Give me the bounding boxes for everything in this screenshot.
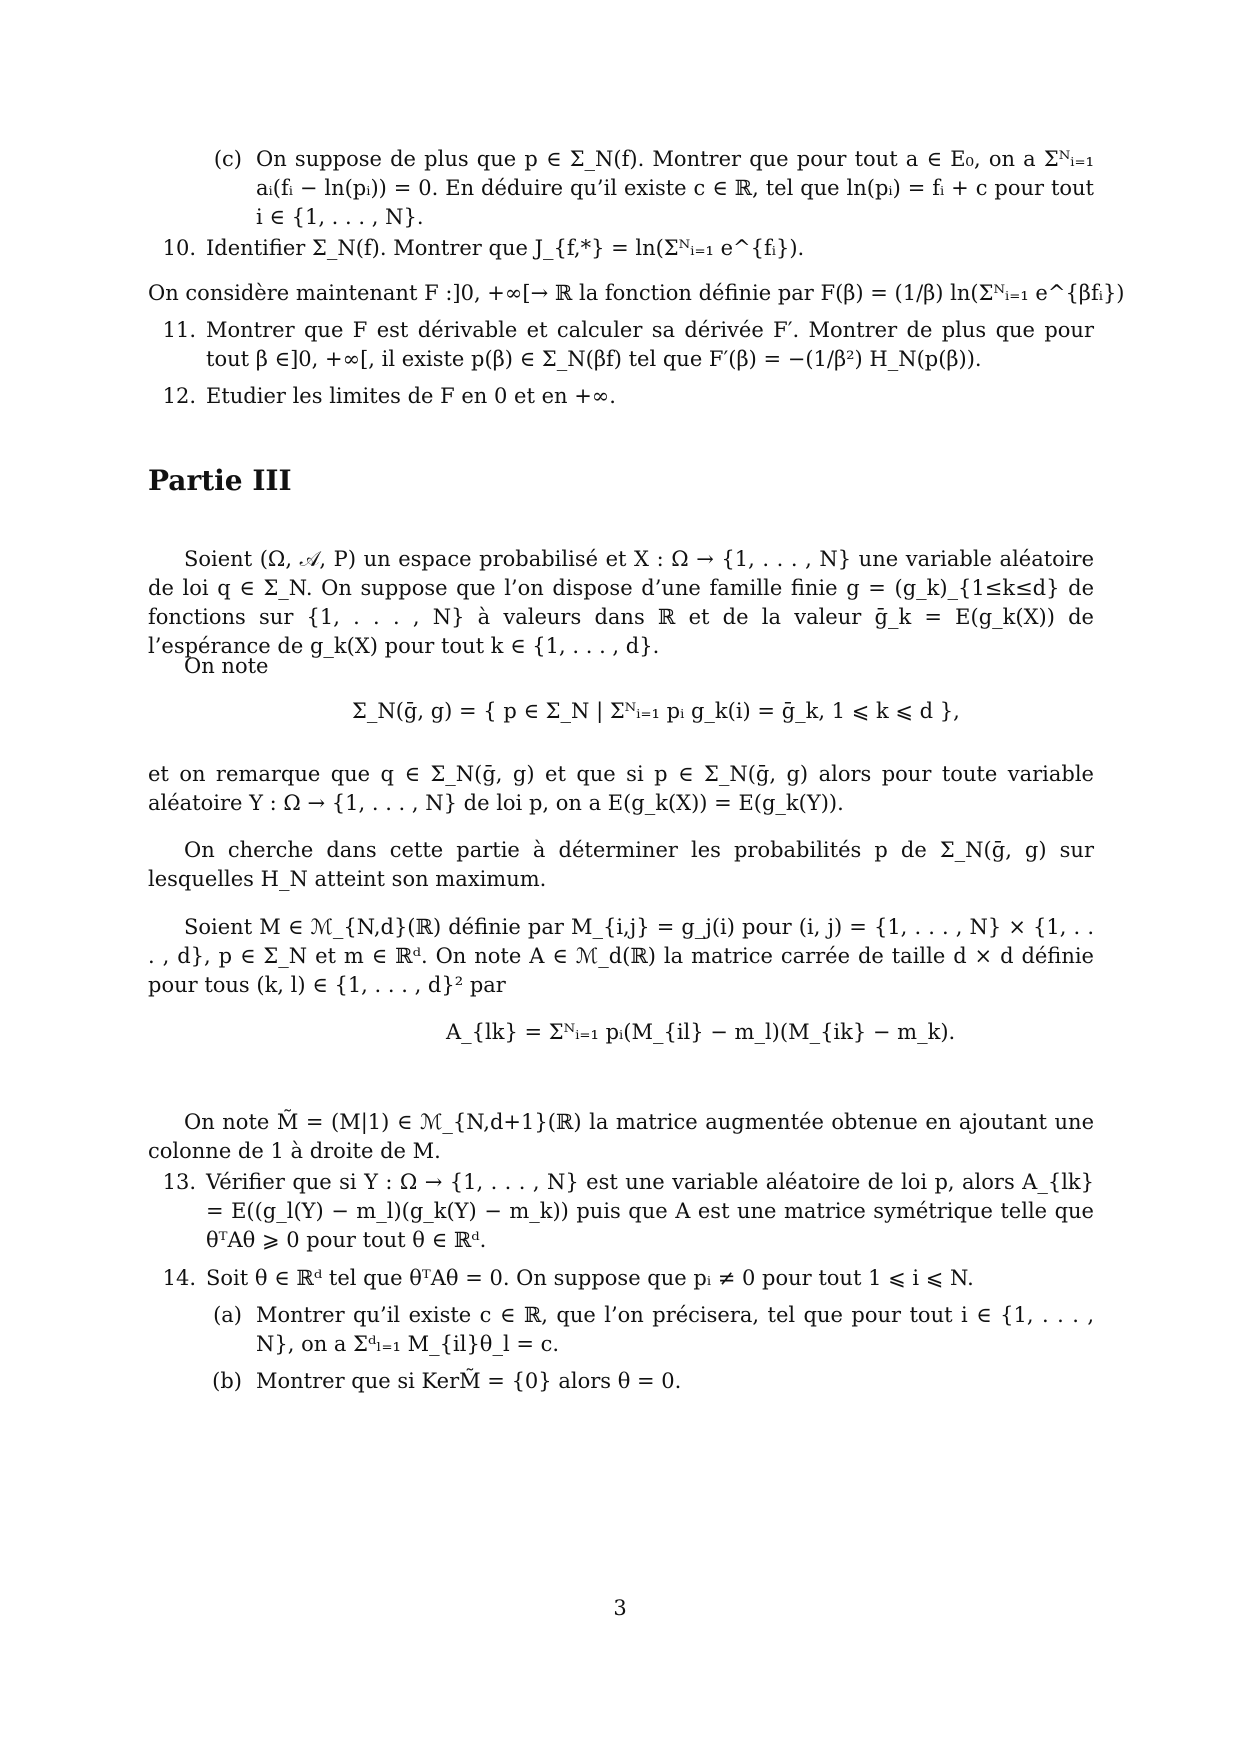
paragraph-on-note: On note (184, 654, 269, 678)
q9c-text: On suppose de plus que p ∈ Σ_N(f). Montrer que pour tout a ∈ E₀, on a Σᴺᵢ₌₁ aᵢ(fᵢ − ln(pᵢ)) = 0. En déduire qu’il existe c ∈ ℝ, tel que ln(pᵢ) = fᵢ + c pour tout i ∈ {1, . . . , N}. (256, 147, 1094, 229)
q14a-text: Montrer qu’il existe c ∈ ℝ, que l’on précisera, tel que pour tout i ∈ {1, . . . , N}, on a Σᵈₗ₌₁ M_{il}θ_l = c. (256, 1303, 1094, 1356)
q12-label: 12. (162, 384, 196, 408)
q14-label: 14. (162, 1266, 196, 1290)
q12-text: Etudier les limites de F en 0 et en +∞. (206, 384, 616, 408)
paragraph-augmented-matrix: On note M̃ = (M|1) ∈ ℳ_{N,d+1}(ℝ) la matrice augmentée obtenue en ajoutant une colonne de 1 à droite de M. (148, 1110, 1094, 1163)
q11-label: 11. (162, 318, 196, 342)
page-number: 3 (613, 1596, 627, 1620)
q13-text: Vérifier que si Y : Ω → {1, . . . , N} est une variable aléatoire de loi p, alors A_{lk} = E((g_l(Y) − m_l)(g_k(Y) − m_k)) puis que A est une matrice symétrique telle que θᵀAθ ⩾ 0 pour tout θ ∈ ℝᵈ. (206, 1170, 1094, 1252)
q9c-label: (c) (213, 147, 242, 171)
section-heading: Partie III (148, 464, 292, 497)
paragraph-objective: On cherche dans cette partie à déterminer les probabilités p de Σ_N(ḡ, g) sur lesquelles H_N atteint son maximum. (148, 838, 1094, 891)
q10-text: Identifier Σ_N(f). Montrer que J_{f,*} = ln(Σᴺᵢ₌₁ e^{fᵢ}). (206, 236, 805, 260)
equation-A-definition: A_{lk} = Σᴺᵢ₌₁ pᵢ(M_{il} − m_l)(M_{ik} − m_k). (446, 1020, 956, 1044)
q14b-text: Montrer que si KerM̃ = {0} alors θ = 0. (256, 1369, 682, 1393)
q14-text: Soit θ ∈ ℝᵈ tel que θᵀAθ = 0. On suppose que pᵢ ≠ 0 pour tout 1 ⩽ i ⩽ N. (206, 1266, 974, 1290)
equation-sigma-definition: Σ_N(ḡ, g) = { p ∈ Σ_N | Σᴺᵢ₌₁ pᵢ g_k(i) = ḡ_k, 1 ⩽ k ⩽ d }, (352, 699, 960, 723)
paragraph-matrix-definition: Soient M ∈ ℳ_{N,d}(ℝ) définie par M_{i,j} = g_j(i) pour (i, j) = {1, . . . , N} × {1, . . . , d}, p ∈ Σ_N et m ∈ ℝᵈ. On note A ∈ ℳ_d(ℝ) la matrice carrée de taille d × d définie pour tous (k, l) ∈ {1, . . . , d}² par (148, 915, 1094, 997)
q10-label: 10. (162, 236, 196, 260)
q13-label: 13. (162, 1170, 196, 1194)
paragraph-remark: et on remarque que q ∈ Σ_N(ḡ, g) et que si p ∈ Σ_N(ḡ, g) alors pour toute variable aléatoire Y : Ω → {1, . . . , N} de loi p, on a E(g_k(X)) = E(g_k(Y)). (148, 762, 1094, 815)
paragraph-setup: Soient (Ω, 𝒜, P) un espace probabilisé et X : Ω → {1, . . . , N} une variable aléatoire de loi q ∈ Σ_N. On suppose que l’on dispose d’une famille finie g = (g_k)_{1≤k≤d} de fonctions sur {1, . . . , N} à valeurs dans ℝ et de la valeur ḡ_k = E(g_k(X)) de l’espérance de g_k(X) pour tout k ∈ {1, . . . , d}. (148, 547, 1094, 658)
intro-F-paragraph: On considère maintenant F :]0, +∞[→ ℝ la fonction définie par F(β) = (1/β) ln(Σᴺᵢ₌₁ e^{βfᵢ}) (148, 281, 1125, 305)
q14a-label: (a) (213, 1303, 242, 1327)
q14b-label: (b) (212, 1369, 242, 1393)
q11-text: Montrer que F est dérivable et calculer sa dérivée F′. Montrer de plus que pour tout β ∈]0, +∞[, il existe p(β) ∈ Σ_N(βf) tel que F′(β) = −(1/β²) H_N(p(β)). (206, 318, 1094, 371)
